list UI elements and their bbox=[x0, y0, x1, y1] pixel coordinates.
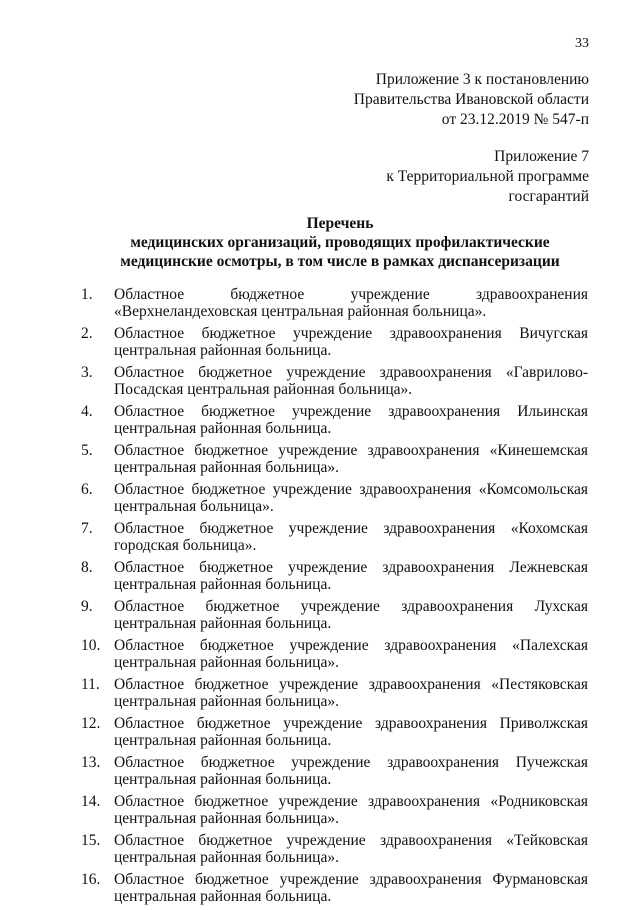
list-item bbox=[81, 481, 588, 515]
list-item bbox=[81, 715, 588, 749]
appendix-line: Приложение 3 к постановлению bbox=[375, 71, 589, 88]
list-item-text: Областное бюджетное учреждение здравоохранения «Комсомольская центральная больница». bbox=[114, 481, 588, 515]
list-item-number: 10. bbox=[81, 637, 101, 654]
list-item-text: Областное бюджетное учреждение здравоохранения «Тейковская центральная районная больница». bbox=[114, 832, 588, 866]
appendix-line: Правительства Ивановской области bbox=[353, 91, 589, 108]
list-item-number: 14. bbox=[81, 793, 101, 810]
list-item bbox=[81, 364, 588, 398]
list-item-text: Областное бюджетное учреждение здравоохранения Ильинская центральная районная больница. bbox=[114, 403, 588, 437]
appendix-line: к Территориальной программе bbox=[386, 168, 589, 185]
list-item bbox=[81, 286, 588, 320]
list-item bbox=[81, 442, 588, 476]
list-item bbox=[81, 325, 588, 359]
appendix-line: от 23.12.2019 № 547-п bbox=[441, 111, 589, 128]
title-line: медицинские осмотры, в том числе в рамках диспансеризации bbox=[120, 253, 560, 270]
list-item-number: 7. bbox=[81, 520, 93, 537]
list-item bbox=[81, 559, 588, 593]
list-item-text: Областное бюджетное учреждение здравоохранения «Кинешемская центральная районная больница». bbox=[114, 442, 588, 476]
title-line: Перечень bbox=[306, 215, 374, 232]
list-item-number: 15. bbox=[81, 832, 101, 849]
list-item bbox=[81, 520, 588, 554]
list-item-number: 2. bbox=[81, 325, 93, 342]
list-item-number: 3. bbox=[81, 364, 93, 381]
title-line: медицинских организаций, проводящих профилактические bbox=[130, 234, 550, 251]
list-item-text: Областное бюджетное учреждение здравоохранения Фурмановская центральная районная больница. bbox=[114, 871, 588, 905]
appendix-line: Приложение 7 bbox=[494, 148, 589, 165]
organization-list bbox=[81, 286, 588, 910]
list-item-text: Областное бюджетное учреждение здравоохранения «Палехская центральная районная больница». bbox=[114, 637, 588, 671]
appendix-header-resolution bbox=[354, 70, 589, 130]
list-item-number: 16. bbox=[81, 871, 101, 888]
list-item-number: 6. bbox=[81, 481, 93, 498]
list-item-text: Областное бюджетное учреждение здравоохранения «Гаврилово-Посадская центральная районная больница». bbox=[114, 364, 588, 398]
list-item-text: Областное бюджетное учреждение здравоохранения Вичугская центральная районная больница. bbox=[114, 325, 588, 359]
appendix-header-program bbox=[386, 147, 589, 207]
list-item bbox=[81, 403, 588, 437]
list-item-number: 5. bbox=[81, 442, 93, 459]
list-item bbox=[81, 637, 588, 671]
list-item-number: 11. bbox=[81, 676, 100, 693]
list-item bbox=[81, 871, 588, 905]
list-item-text: Областное бюджетное учреждение здравоохранения Приволжская центральная районная больница. bbox=[114, 715, 588, 749]
list-item-text: Областное бюджетное учреждение здравоохранения Пучежская центральная районная больница. bbox=[114, 754, 588, 788]
list-item-number: 1. bbox=[81, 286, 93, 303]
list-item bbox=[81, 754, 588, 788]
list-item bbox=[81, 832, 588, 866]
document-title bbox=[40, 214, 640, 271]
list-item-text: Областное бюджетное учреждение здравоохранения «Родниковская центральная районная больница». bbox=[114, 793, 588, 827]
list-item bbox=[81, 793, 588, 827]
list-item-number: 12. bbox=[81, 715, 101, 732]
page-number: 33 bbox=[575, 36, 589, 51]
list-item-number: 13. bbox=[81, 754, 101, 771]
list-item-text: Областное бюджетное учреждение здравоохранения Лухская центральная районная больница. bbox=[114, 598, 588, 632]
list-item-number: 4. bbox=[81, 403, 93, 420]
list-item-number: 8. bbox=[81, 559, 93, 576]
list-item-number: 9. bbox=[81, 598, 93, 615]
list-item bbox=[81, 598, 588, 632]
list-item bbox=[81, 676, 588, 710]
list-item-text: Областное бюджетное учреждение здравоохранения «Кохомская городская больница». bbox=[114, 520, 588, 554]
appendix-line: госгарантий bbox=[508, 188, 589, 205]
list-item-text: Областное бюджетное учреждение здравоохранения «Пестяковская центральная районная больница». bbox=[114, 676, 588, 710]
list-item-text: Областное бюджетное учреждение здравоохранения «Верхнеландеховская центральная районная больница». bbox=[114, 286, 588, 320]
list-item-text: Областное бюджетное учреждение здравоохранения Лежневская центральная районная больница. bbox=[114, 559, 588, 593]
